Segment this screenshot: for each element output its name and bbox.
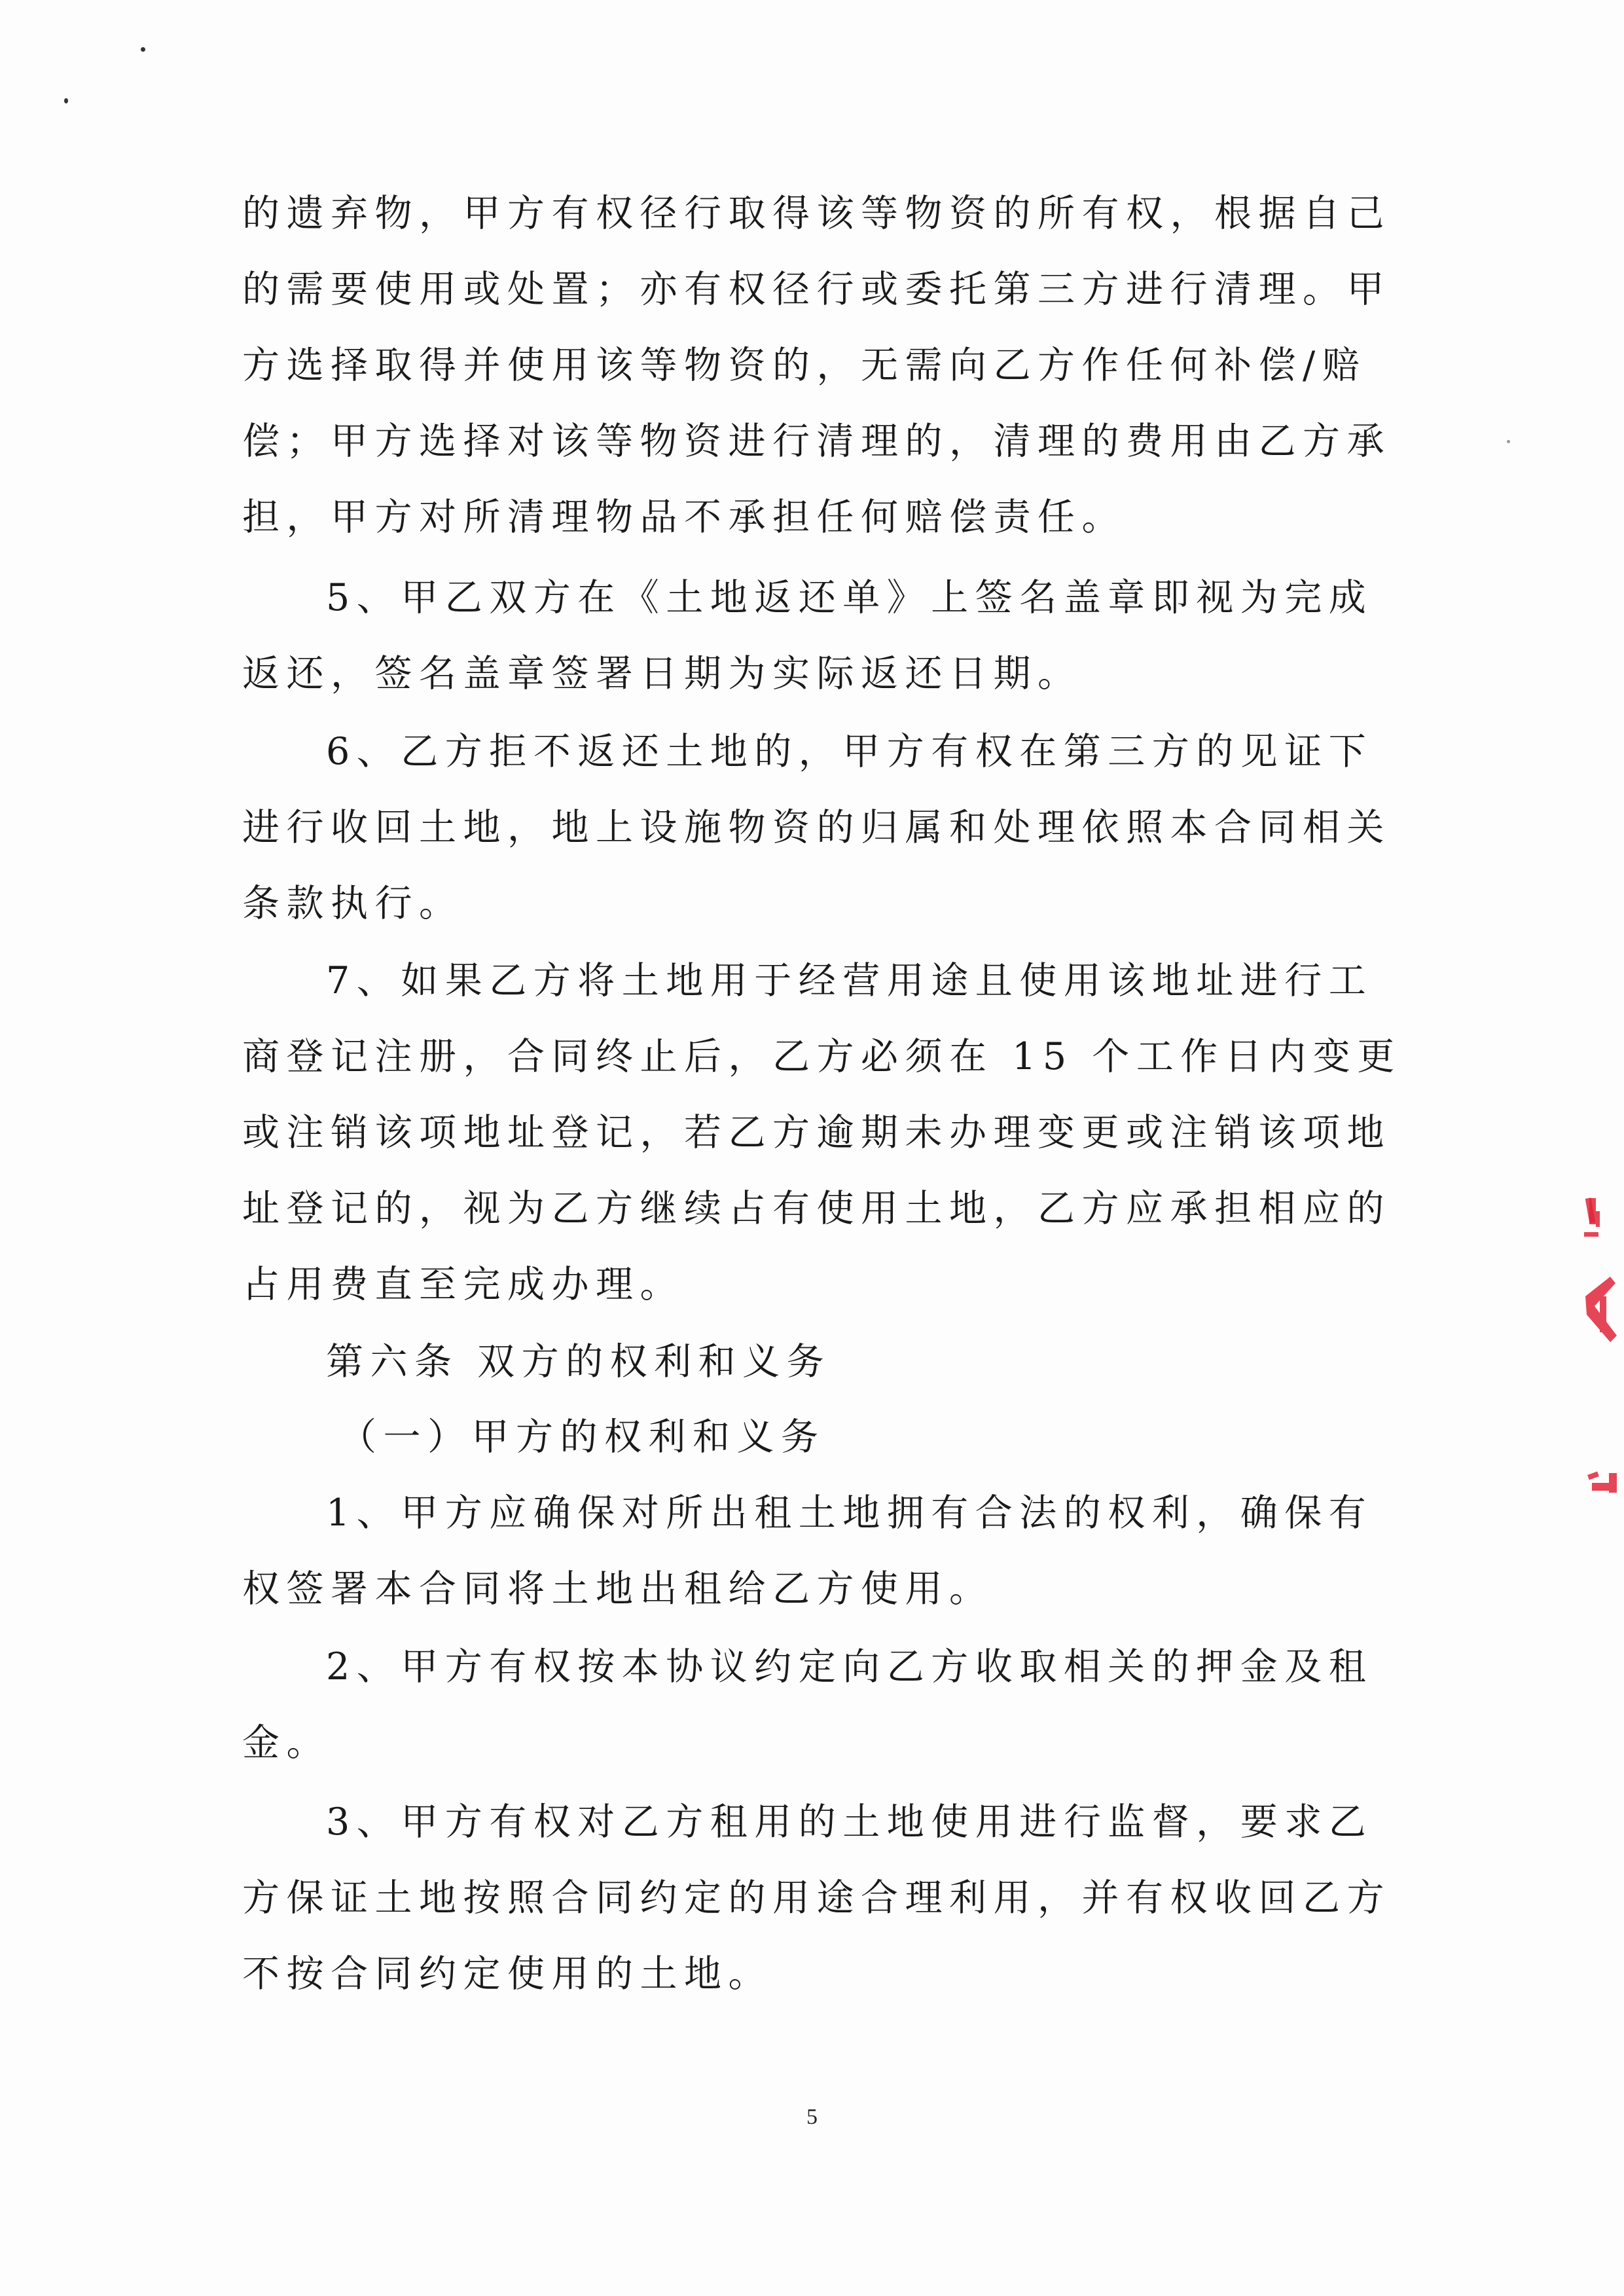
article-heading (242, 1324, 1368, 1400)
text-line: 金。 (242, 1721, 331, 1764)
text-line: 6、乙方拒不返还土地的，甲方有权在第三方的见证下 (326, 730, 1373, 773)
text-line: 进行收回土地，地上设施物资的归属和处理依照本合同相关 (242, 806, 1391, 849)
text-line: 1、甲方应确保对所出租土地拥有合法的权利，确保有 (326, 1491, 1373, 1535)
right-1 (242, 1475, 1373, 1627)
text-line: 或注销该项地址登记，若乙方逾期未办理变更或注销该项地 (242, 1111, 1391, 1154)
text-line: 2、甲方有权按本协议约定向乙方收取相关的押金及租 (326, 1645, 1373, 1688)
scan-speck (1507, 440, 1510, 443)
text-line: 方保证土地按照合同约定的用途合理利用，并有权收回乙方 (242, 1876, 1391, 1920)
text-line: 担，甲方对所清理物品不承担任何赔偿责任。 (242, 496, 1126, 539)
text-line: 方选择取得并使用该等物资的，无需向乙方作任何补偿/赔 (242, 344, 1367, 387)
text-line: 条款执行。 (242, 882, 463, 925)
right-3 (242, 1784, 1391, 2012)
text-line: 不按合同约定使用的土地。 (242, 1952, 772, 1995)
text-line: 占用费直至完成办理。 (242, 1263, 684, 1306)
clause-5 (242, 560, 1373, 712)
right-2 (242, 1629, 1373, 1781)
seal-stamp-fragment-svg (1571, 1165, 1624, 1532)
text-line: 3、甲方有权对乙方租用的土地使用进行监督，要求乙 (326, 1800, 1373, 1844)
text-line: 7、如果乙方将土地用于经营用途且使用该地址进行工 (326, 959, 1373, 1002)
text-line: 的需要使用或处置；亦有权径行或委托第三方进行清理。甲 (242, 268, 1391, 311)
section-title: （一）甲方的权利和义务 (339, 1415, 825, 1459)
text-line: 5、甲乙双方在《土地返还单》上签名盖章即视为完成 (326, 576, 1373, 619)
text-line: 偿；甲方选择对该等物资进行清理的，清理的费用由乙方承 (242, 420, 1391, 463)
text-line: 权签署本合同将土地出租给乙方使用。 (242, 1567, 994, 1611)
article-title: 第六条 双方的权利和义务 (326, 1340, 831, 1383)
scan-speck (64, 98, 68, 103)
clause-7 (242, 943, 1401, 1322)
text-line: 址登记的，视为乙方继续占有使用土地，乙方应承担相应的 (242, 1187, 1391, 1230)
text-line: 的遗弃物，甲方有权径行取得该等物资的所有权，根据自己 (242, 192, 1391, 235)
text-line: 商登记注册，合同终止后，乙方必须在 15 个工作日内变更 (242, 1035, 1401, 1078)
clause-6 (242, 714, 1391, 941)
scan-speck (141, 47, 145, 52)
paragraph-continuation (242, 175, 1391, 555)
page-number: 5 (806, 2105, 818, 2129)
text-line: 返还，签名盖章签署日期为实际返还日期。 (242, 652, 1082, 695)
section-heading (242, 1399, 1368, 1475)
